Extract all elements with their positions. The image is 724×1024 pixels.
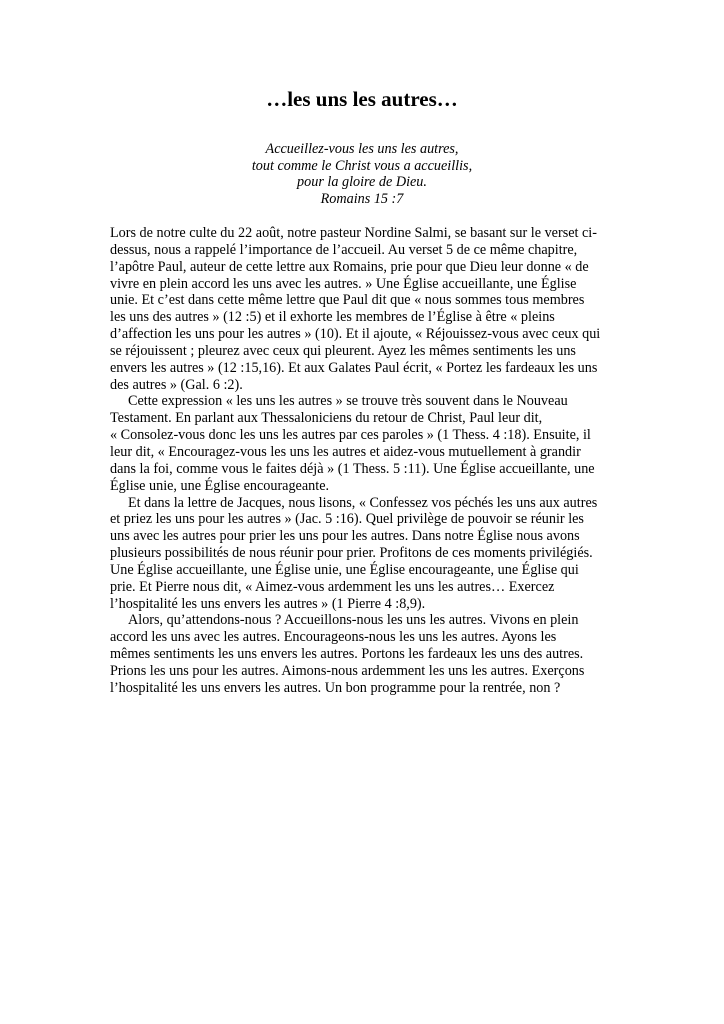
text-line: Alors, qu’attendons-nous ? Accueillons-nous les uns les autres. Vivons en plein <box>128 612 579 629</box>
paragraph <box>110 495 630 613</box>
paragraph <box>110 225 630 393</box>
text-line: Une Église accueillante, une Église unie, une Église encourageante, une Église qui <box>110 561 579 578</box>
text-line: d’affection les uns pour les autres » (10). Et il ajoute, « Réjouissez-vous avec ceux qui <box>110 326 601 343</box>
text-line: dans la foi, comme vous le faites déjà » (1 Thess. 5 :11). Une Église accueillante, une <box>110 460 595 477</box>
text-line: uns avec les autres pour prier les uns pour les autres. Dans notre Église nous avons <box>110 528 580 545</box>
text-line: envers les autres » (12 :15,16). Et aux Galates Paul écrit, « Portez les fardeaux les uns <box>110 359 598 376</box>
text-line: unie. Et c’est dans cette même lettre que Paul dit que « nous sommes tous membres <box>110 292 585 309</box>
text-line: leur dit, « Encouragez-vous les uns les autres et aidez-vous mutuellement à grandir <box>110 443 581 460</box>
body-text <box>110 225 630 697</box>
text-line: l’hospitalité les uns envers les autres » (1 Pierre 4 :8,9). <box>110 595 426 612</box>
paragraph <box>110 612 630 696</box>
text-line: vivre en plein accord les uns avec les autres. » Une Église accueillante, une Église <box>110 275 577 292</box>
text-line: mêmes sentiments les uns envers les autres. Portons les fardeaux les uns des autres. <box>110 646 584 663</box>
text-line: dessus, nous a rappelé l’importance de l’accueil. Au verset 5 de ce même chapitre, <box>110 241 578 258</box>
text-line: accord les uns avec les autres. Encourageons-nous les uns les autres. Ayons les <box>110 629 557 646</box>
text-line: se réjouissent ; pleurez avec ceux qui pleurent. Ayez les mêmes sentiments les uns <box>110 342 576 359</box>
text-line: les uns des autres » (12 :5) et il exhorte les membres de l’Église à être « pleins <box>110 309 555 326</box>
epigraph-line: tout comme le Christ vous a accueillis, <box>251 157 473 174</box>
text-line: prie. Et Pierre nous dit, « Aimez-vous ardemment les uns les autres… Exercez <box>110 578 555 595</box>
text-line: des autres » (Gal. 6 :2). <box>110 376 243 393</box>
text-line: l’hospitalité les uns envers les autres. Un bon programme pour la rentrée, non ? <box>110 679 561 696</box>
text-line: Église unie, une Église encourageante. <box>110 477 330 494</box>
document-title: …les uns les autres… <box>266 87 458 111</box>
epigraph-line: pour la gloire de Dieu. <box>297 174 427 191</box>
text-line: et priez les uns pour les autres » (Jac. 5 :16). Quel privilège de pouvoir se réunir les <box>110 511 584 528</box>
epigraph-line: Accueillez-vous les uns les autres, <box>265 141 459 157</box>
text-line: plusieurs possibilités de nous réunir pour prier. Profitons de ces moments privilégiés. <box>110 545 593 562</box>
paragraph <box>110 393 630 494</box>
text-line: Et dans la lettre de Jacques, nous lisons, « Confessez vos péchés les uns aux autres <box>128 494 598 511</box>
text-line: Cette expression « les uns les autres » se trouve très souvent dans le Nouveau <box>128 393 568 410</box>
epigraph <box>0 141 724 208</box>
text-line: Prions les uns pour les autres. Aimons-nous ardemment les uns les autres. Exerçons <box>110 662 585 679</box>
epigraph-reference: Romains 15 :7 <box>320 191 404 208</box>
text-line: Testament. En parlant aux Thessaloniciens du retour de Christ, Paul leur dit, <box>110 410 543 427</box>
text-line: « Consolez-vous donc les uns les autres par ces paroles » (1 Thess. 4 :18). Ensuite, il <box>110 427 591 444</box>
text-line: Lors de notre culte du 22 août, notre pasteur Nordine Salmi, se basant sur le verset ci- <box>110 225 597 241</box>
text-line: l’apôtre Paul, auteur de cette lettre aux Romains, prie pour que Dieu leur donne « de <box>110 258 589 275</box>
